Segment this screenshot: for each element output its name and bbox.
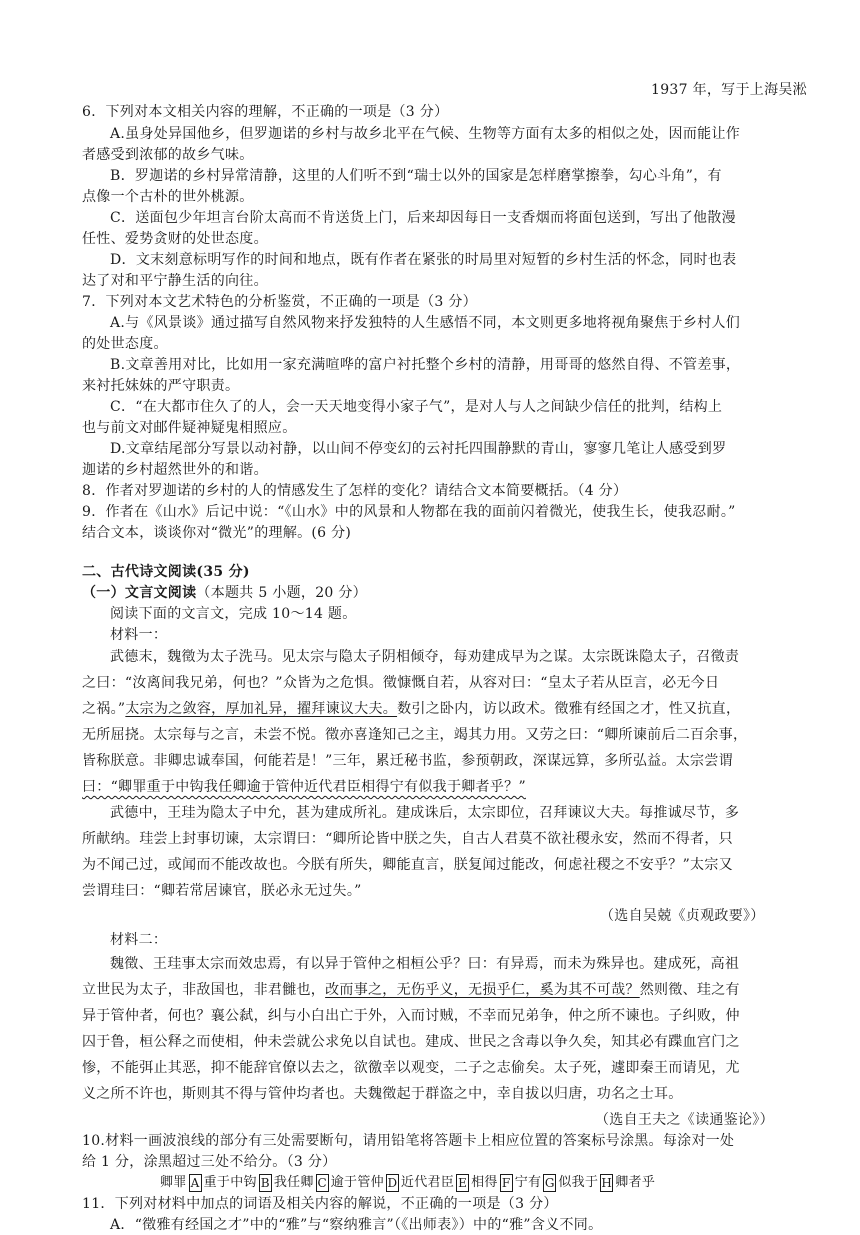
q7-option-c: C．“在大都市住久了的人，会一天天地变得小家子气”，是对人与人之间缺少信任的批判，结构上 <box>110 399 723 415</box>
answer-box-d[interactable]: D <box>387 1175 398 1190</box>
m2-text: 然则徵、珪之有 <box>639 982 740 998</box>
m1-para2-line2: 所献纳。珪尝上封事切谏，太宗谓曰：“卿所论皆中朕之失，自古人君莫不欲社稷永安，然而不得者，只 <box>82 831 733 847</box>
answer-box-b[interactable]: B <box>260 1175 270 1190</box>
source-citation-1: （选自吴兢《贞观政要》） <box>600 908 765 924</box>
q10-answer-row <box>160 1173 655 1193</box>
subsection-heading: （一）文言文阅读 <box>82 585 197 601</box>
q7-option-d-cont: 迦诺的乡村超然世外的和谐。 <box>82 462 268 478</box>
q6-option-a: A.虽身处异国他乡，但罗迦诺的乡村与故乡北平在气候、生物等方面有太多的相似之处，因而能让作 <box>110 126 741 142</box>
q6-option-b-cont: 点像一个古朴的世外桃源。 <box>82 189 254 205</box>
q7-option-c-cont: 也与前文对邮件疑神疑鬼相照应。 <box>82 420 297 436</box>
q6-option-d-cont: 达了对和平宁静生活的向往。 <box>82 273 268 289</box>
answer-box-h[interactable]: H <box>601 1175 613 1190</box>
q10-stem-cont: 给 1 分，涂黑超过三处不给分。（3 分） <box>82 1154 337 1170</box>
q6-option-d: D．文末刻意标明写作的时间和地点，既有作者在紧张的时局里对短暂的乡村生活的怀念，同时也表 <box>110 252 737 268</box>
m1-para1-line5: 皆称朕意。非卿忠诚奉国，何能若是！”三年，累迁秘书监，参预朝政，深谋远算，多所弘益。太宗尝谓 <box>82 753 733 769</box>
m1-para1-line2: 之曰：“汝离间我兄弟，何也？”众皆为之危惧。徵慷慨自若，从容对曰：“皇太子若从臣言，必无今日 <box>82 675 720 691</box>
m2-line1: 魏徵、王珪事太宗而效忠焉，有以异于管仲之相桓公乎？曰：有异焉，而未为殊异也。建成死，高祖 <box>110 956 740 972</box>
q10-segment: 卿罪 <box>160 1175 187 1190</box>
q10-segment: 相得 <box>471 1175 498 1190</box>
q10-segment: 卿者乎 <box>615 1175 656 1190</box>
m1-text: 之祸。” <box>82 701 126 717</box>
underlined-sentence: 太宗为之敛容，厚加礼异，擢拜谏议大夫。 <box>125 701 398 717</box>
q10-stem: 10.材料一画波浪线的部分有三处需要断句，请用铅笔将答题卡上相应位置的答案标号涂黑。每涂对一处 <box>82 1133 735 1149</box>
q7-stem: 7．下列对本文艺术特色的分析鉴赏，不正确的一项是（3 分） <box>82 294 477 310</box>
material-1-label: 材料一： <box>110 627 168 643</box>
q6-option-c-cont: 任性、爱势贪财的处世态度。 <box>82 231 268 247</box>
q7-option-b-cont: 来衬托妹妹的严守职责。 <box>82 378 240 394</box>
q10-segment: 重于中钩 <box>203 1175 257 1190</box>
material-2-label: 材料二： <box>110 932 168 948</box>
m1-para1-line6-wavy: 曰：“卿罪重于中钩我任卿逾于管仲近代君臣相得宁有似我于卿者乎？” <box>82 779 526 795</box>
q8-stem: 8．作者对罗迦诺的乡村的人的情感发生了怎样的变化？请结合文本简要概括。（4 分） <box>82 483 628 499</box>
subsection-title <box>82 583 367 603</box>
q9-stem-cont: 结合文本，谈谈你对“微光”的理解。(6 分) <box>82 525 352 541</box>
q7-option-b: B.文章善用对比，比如用一家充满喧哗的富户衬托整个乡村的清静，用哥哥的悠然自得、不管差事， <box>110 357 741 373</box>
q7-option-d: D.文章结尾部分写景以动衬静，以山间不停变幻的云衬托四围静默的青山，寥寥几笔让人感受到罗 <box>110 441 727 457</box>
q11-stem: 11．下列对材料中加点的词语及相关内容的解说，不正确的一项是（3 分） <box>82 1196 558 1212</box>
q10-segment: 近代君臣 <box>400 1175 455 1190</box>
m1-para1-line3 <box>82 699 740 719</box>
q7-option-a-cont: 的处世态度。 <box>82 336 168 352</box>
subsection-note: （本题共 5 小题，20 分） <box>196 585 367 601</box>
answer-box-a[interactable]: A <box>189 1174 202 1192</box>
q6-option-b: B．罗迦诺的乡村异常清静，这里的人们听不到“瑞士以外的国家是怎样磨掌擦拳，勾心斗角”，有 <box>110 168 722 184</box>
q11-option-a: A．“徵雅有经国之才”中的“雅”与“察纳雅言”（《出师表》）中的“雅”含义不同。 <box>110 1217 603 1233</box>
answer-box-g[interactable]: G <box>544 1175 555 1190</box>
m1-para2-line3: 为不闻己过，或闻而不能改故也。今朕有所失，卿能直言，朕复闻过能改，何虑社稷之不安乎？”太宗又 <box>82 857 733 873</box>
underlined-sentence: 改而事之，无伤乎义，无损乎仁，奚为其不可哉？ <box>325 982 640 998</box>
q9-stem: 9．作者在《山水》后记中说：“《山水》中的风景和人物都在我的面前闪着微光，使我生长，使我忍耐。” <box>82 504 736 520</box>
source-citation-2: （选自王夫之《读通鉴论》） <box>595 1112 774 1128</box>
answer-box-c[interactable]: C <box>317 1175 327 1190</box>
section-title: 二、古代诗文阅读(35 分) <box>82 564 250 580</box>
m1-text: 数引之卧内，访以政术。徵雅有经国之才，性又抗直， <box>397 701 741 717</box>
q6-stem: 6．下列对本文相关内容的理解，不正确的一项是（3 分） <box>82 104 449 120</box>
m2-line5: 惨，不能弭止其恶，抑不能辞官僚以去之，欲徼幸以观变，二子之志偷矣。太子死，遽即秦王而请见，尤 <box>82 1060 740 1076</box>
m2-line3: 异于管仲者，何也？襄公弑，纠与小白出亡于外，入而讨贼，不幸而兄弟争，仲之所不谏也。子纠败，仲 <box>82 1008 740 1024</box>
q10-segment: 似我于 <box>558 1175 599 1190</box>
m1-para2-line1: 武德中，王珪为隐太子中允，甚为建成所礼。建成诛后，太宗即位，召拜谏议大夫。每推诚尽节，多 <box>110 805 740 821</box>
m1-para2-line4: 尝谓珪曰：“卿若常居谏官，朕必永无过失。” <box>82 883 362 899</box>
m2-line6: 义之所不许也，斯则其不得与管仲均者也。夫魏徵起于群盗之中，幸自拔以归唐，功名之士耳。 <box>82 1086 683 1102</box>
q7-option-a: A.与《风景谈》通过描写自然风物来抒发独特的人生感悟不同，本文则更多地将视角聚焦于乡村人们 <box>110 315 741 331</box>
m2-text: 立世民为太子，非敌国也，非君雠也， <box>82 982 326 998</box>
q6-option-c: C．送面包少年坦言台阶太高而不肯送货上门，后来却因每日一支香烟而将面包送到，写出了他散漫 <box>110 210 736 226</box>
answer-box-f[interactable]: F <box>500 1174 513 1192</box>
q10-segment: 我任卿 <box>273 1175 314 1190</box>
m2-line4: 囚于鲁，桓公释之而使相，仲未尝就公求免以自试也。建成、世民之含毒以争久矣，知其必有蹀血宫门之 <box>82 1034 740 1050</box>
q6-option-a-cont: 者感受到浓郁的故乡气味。 <box>82 147 254 163</box>
q10-segment: 逾于管仲 <box>330 1175 384 1190</box>
answer-box-e[interactable]: E <box>458 1175 468 1190</box>
q10-segment: 宁有 <box>514 1175 542 1190</box>
m1-para1-line1: 武德末，魏徵为太子洗马。见太宗与隐太子阴相倾夺，每劝建成早为之谋。太宗既诛隐太子，召徵责 <box>110 649 740 665</box>
m1-para1-line4: 无所屈挠。太宗每与之言，未尝不悦。徵亦喜逢知己之主，竭其力用。又劳之曰：“卿所谏前后二百余事， <box>82 727 748 743</box>
m2-line2 <box>82 980 740 1000</box>
reading-intro: 阅读下面的文言文，完成 10～14 题。 <box>110 606 357 622</box>
dateline: 1937 年，写于上海吴淞 <box>651 82 807 98</box>
